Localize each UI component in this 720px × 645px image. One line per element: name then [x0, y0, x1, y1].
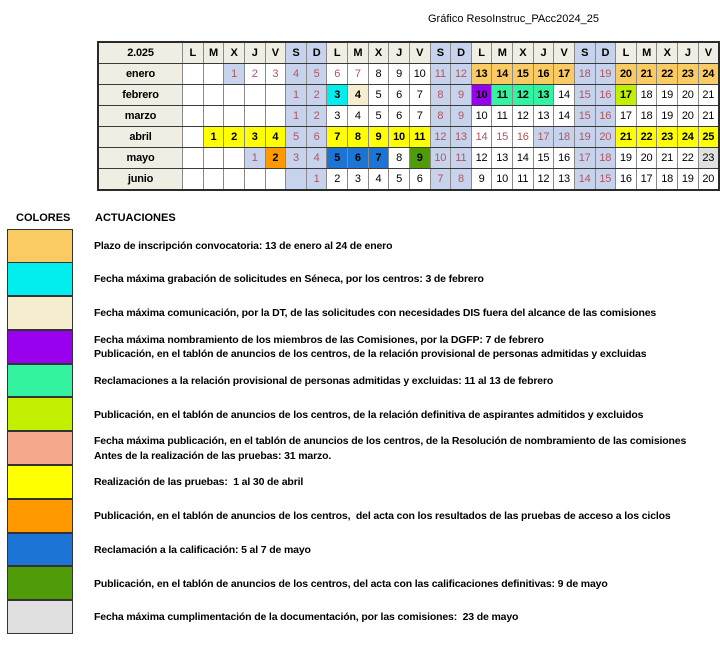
legend-row [7, 364, 720, 398]
month-row [98, 106, 719, 127]
weekday-header: L [327, 42, 348, 64]
day-cell: 15 [492, 127, 513, 148]
day-cell: 17 [533, 127, 554, 148]
day-cell: 6 [389, 85, 410, 106]
day-cell: 9 [471, 169, 492, 191]
legend-color-swatch [7, 397, 73, 431]
day-cell: 3 [327, 106, 348, 127]
day-cell: 15 [574, 85, 595, 106]
legend-row [7, 263, 720, 297]
legend-actuaciones-header: ACTUACIONES [95, 212, 176, 224]
day-cell: 21 [698, 85, 719, 106]
day-cell: 7 [409, 85, 430, 106]
day-cell: 13 [492, 148, 513, 169]
legend-colores-header: COLORES [16, 212, 71, 224]
month-label: junio [98, 169, 183, 191]
day-cell: 23 [698, 148, 719, 169]
day-cell: 4 [368, 169, 389, 191]
day-cell: 17 [616, 85, 637, 106]
weekday-header-row [98, 42, 719, 64]
legend-color-swatch [7, 499, 73, 533]
day-cell: 11 [492, 85, 513, 106]
legend-text-line: Fecha máxima grabación de solicitudes en Séneca, por los centros: 3 de febrero [94, 273, 484, 286]
legend-color-swatch [7, 262, 73, 296]
month-row [98, 85, 719, 106]
day-cell: 24 [698, 64, 719, 85]
day-cell: 18 [636, 106, 657, 127]
legend-row [7, 499, 720, 533]
legend-color-swatch [7, 566, 73, 600]
day-cell: 12 [451, 64, 472, 85]
legend-text-line: Fecha máxima nombramiento de los miembros de las Comisiones, por la DGFP: 7 de febrero [94, 333, 544, 346]
day-cell: 8 [451, 169, 472, 191]
legend-text [94, 272, 484, 287]
day-cell: 16 [533, 64, 554, 85]
day-cell [183, 127, 204, 148]
day-cell: 21 [698, 106, 719, 127]
day-cell: 5 [368, 106, 389, 127]
day-cell: 21 [616, 127, 637, 148]
day-cell [183, 148, 204, 169]
day-cell: 20 [698, 169, 719, 191]
month-row [98, 169, 719, 191]
legend-text [94, 306, 656, 321]
day-cell: 8 [430, 106, 451, 127]
day-cell: 16 [595, 106, 616, 127]
legend-text [94, 610, 518, 625]
day-cell: 11 [409, 127, 430, 148]
weekday-header: V [265, 42, 286, 64]
legend-text [94, 509, 671, 524]
day-cell [244, 106, 265, 127]
day-cell: 18 [657, 169, 678, 191]
legend-row [7, 330, 720, 364]
day-cell [224, 85, 245, 106]
day-cell: 15 [533, 148, 554, 169]
legend-text [94, 333, 646, 362]
weekday-header: M [203, 42, 224, 64]
legend-row [7, 398, 720, 432]
day-cell [183, 85, 204, 106]
day-cell: 2 [306, 85, 327, 106]
month-row [98, 127, 719, 148]
day-cell: 20 [636, 148, 657, 169]
day-cell [224, 169, 245, 191]
day-cell: 19 [595, 64, 616, 85]
day-cell [203, 106, 224, 127]
day-cell [183, 169, 204, 191]
legend-text [94, 408, 643, 423]
day-cell: 20 [678, 85, 699, 106]
weekday-header: D [451, 42, 472, 64]
day-cell: 24 [678, 127, 699, 148]
day-cell: 5 [368, 85, 389, 106]
day-cell: 21 [636, 64, 657, 85]
day-cell: 11 [513, 169, 534, 191]
day-cell: 5 [306, 64, 327, 85]
month-label: mayo [98, 148, 183, 169]
legend-text [94, 374, 553, 389]
day-cell: 13 [471, 64, 492, 85]
day-cell: 10 [409, 64, 430, 85]
day-cell: 12 [533, 169, 554, 191]
day-cell: 22 [678, 148, 699, 169]
day-cell: 10 [492, 169, 513, 191]
legend-text-line: Publicación, en el tablón de anuncios de los centros, del acta con los resultados de las pruebas de acceso a los ciclos [94, 510, 671, 523]
legend-text-line: Publicación, en el tablón de anuncios de los centros, de la relación provisional de personas admitidas y excluidas [94, 348, 647, 361]
day-cell: 23 [678, 64, 699, 85]
day-cell: 7 [409, 106, 430, 127]
day-cell: 1 [224, 64, 245, 85]
weekday-header: D [595, 42, 616, 64]
day-cell: 17 [636, 169, 657, 191]
day-cell: 11 [430, 64, 451, 85]
day-cell: 18 [636, 85, 657, 106]
day-cell: 12 [430, 127, 451, 148]
day-cell: 16 [595, 85, 616, 106]
day-cell [265, 106, 286, 127]
day-cell: 14 [492, 64, 513, 85]
day-cell: 17 [616, 106, 637, 127]
legend-row [7, 567, 720, 601]
legend-color-swatch [7, 296, 73, 330]
day-cell: 9 [451, 85, 472, 106]
day-cell: 7 [327, 127, 348, 148]
month-row [98, 64, 719, 85]
day-cell [224, 106, 245, 127]
day-cell [203, 85, 224, 106]
day-cell: 2 [244, 64, 265, 85]
legend-text [94, 475, 303, 490]
chart-title: Gráfico ResoInstruc_PAcc2024_25 [428, 13, 599, 25]
legend-color-swatch [7, 229, 73, 263]
day-cell: 4 [265, 127, 286, 148]
day-cell: 3 [348, 169, 369, 191]
legend-text-line: Fecha máxima publicación, en el tablón de anuncios de los centros, de la Resolución de nombramiento de las comisiones [94, 435, 687, 448]
day-cell: 19 [657, 106, 678, 127]
day-cell [265, 85, 286, 106]
day-cell: 13 [533, 85, 554, 106]
day-cell: 7 [368, 148, 389, 169]
day-cell: 6 [409, 169, 430, 191]
day-cell: 6 [306, 127, 327, 148]
legend-color-swatch [7, 465, 73, 499]
day-cell: 6 [327, 64, 348, 85]
legend-text-line: Publicación, en el tablón de anuncios de los centros, de la relación definitiva de aspirantes admitidos y excluidos [94, 408, 644, 421]
day-cell: 3 [327, 85, 348, 106]
day-cell: 22 [636, 127, 657, 148]
legend-text-line: Plazo de inscripción convocatoria: 13 de enero al 24 de enero [94, 239, 393, 252]
weekday-header: M [348, 42, 369, 64]
legend-row [7, 229, 720, 263]
day-cell: 7 [348, 64, 369, 85]
day-cell: 14 [574, 169, 595, 191]
legend-color-swatch [7, 533, 73, 567]
day-cell: 5 [286, 127, 307, 148]
day-cell: 6 [348, 148, 369, 169]
weekday-header: J [678, 42, 699, 64]
weekday-header: V [409, 42, 430, 64]
day-cell: 3 [286, 148, 307, 169]
weekday-header: X [657, 42, 678, 64]
day-cell: 8 [348, 127, 369, 148]
month-row [98, 148, 719, 169]
day-cell: 11 [451, 148, 472, 169]
day-cell: 18 [554, 127, 575, 148]
day-cell: 10 [471, 85, 492, 106]
legend-color-swatch [7, 431, 73, 465]
day-cell [244, 169, 265, 191]
day-cell: 17 [554, 64, 575, 85]
legend-color-swatch [7, 330, 73, 364]
day-cell: 4 [348, 85, 369, 106]
weekday-header: M [636, 42, 657, 64]
day-cell: 10 [430, 148, 451, 169]
day-cell: 6 [389, 106, 410, 127]
day-cell [244, 85, 265, 106]
day-cell: 15 [513, 64, 534, 85]
day-cell: 13 [554, 169, 575, 191]
day-cell: 19 [616, 148, 637, 169]
weekday-header: M [492, 42, 513, 64]
day-cell: 16 [513, 127, 534, 148]
legend-row [7, 297, 720, 331]
legend-text [94, 434, 686, 463]
weekday-header: X [368, 42, 389, 64]
month-label: abril [98, 127, 183, 148]
month-label: febrero [98, 85, 183, 106]
day-cell: 23 [657, 127, 678, 148]
day-cell: 1 [286, 106, 307, 127]
day-cell [203, 148, 224, 169]
day-cell: 9 [368, 127, 389, 148]
day-cell: 12 [471, 148, 492, 169]
day-cell: 19 [657, 85, 678, 106]
day-cell: 11 [492, 106, 513, 127]
legend-text [94, 239, 392, 254]
legend-row [7, 533, 720, 567]
day-cell: 20 [595, 127, 616, 148]
legend-text [94, 577, 608, 592]
day-cell: 18 [595, 148, 616, 169]
day-cell: 1 [306, 169, 327, 191]
day-cell: 9 [389, 64, 410, 85]
day-cell: 2 [306, 106, 327, 127]
legend-color-swatch [7, 600, 73, 634]
day-cell: 7 [430, 169, 451, 191]
legend-row [7, 432, 720, 466]
day-cell: 19 [574, 127, 595, 148]
legend [7, 229, 720, 635]
day-cell [224, 148, 245, 169]
weekday-header: L [616, 42, 637, 64]
day-cell: 8 [368, 64, 389, 85]
day-cell: 10 [471, 106, 492, 127]
weekday-header: S [574, 42, 595, 64]
day-cell: 12 [513, 85, 534, 106]
day-cell: 25 [698, 127, 719, 148]
day-cell: 15 [574, 106, 595, 127]
legend-text-line: Antes de la realización de las pruebas: 31 marzo. [94, 449, 332, 462]
day-cell: 13 [533, 106, 554, 127]
weekday-header: V [698, 42, 719, 64]
day-cell: 4 [286, 64, 307, 85]
legend-text-line: Reclamación a la calificación: 5 al 7 de mayo [94, 543, 311, 556]
day-cell: 5 [389, 169, 410, 191]
day-cell: 13 [451, 127, 472, 148]
weekday-header: L [471, 42, 492, 64]
day-cell: 14 [471, 127, 492, 148]
day-cell: 2 [265, 148, 286, 169]
day-cell: 17 [574, 148, 595, 169]
legend-row [7, 601, 720, 635]
day-cell: 1 [286, 85, 307, 106]
day-cell: 9 [409, 148, 430, 169]
day-cell: 4 [306, 148, 327, 169]
legend-text-line: Realización de las pruebas: 1 al 30 de abril [94, 476, 304, 489]
day-cell [265, 169, 286, 191]
day-cell: 19 [678, 169, 699, 191]
weekday-header: V [554, 42, 575, 64]
day-cell: 16 [554, 148, 575, 169]
weekday-header: X [224, 42, 245, 64]
weekday-header: J [244, 42, 265, 64]
day-cell: 3 [265, 64, 286, 85]
month-label: marzo [98, 106, 183, 127]
day-cell: 1 [244, 148, 265, 169]
day-cell: 18 [574, 64, 595, 85]
day-cell: 16 [616, 169, 637, 191]
day-cell: 8 [389, 148, 410, 169]
day-cell [203, 64, 224, 85]
weekday-header: S [286, 42, 307, 64]
day-cell: 3 [244, 127, 265, 148]
month-label: enero [98, 64, 183, 85]
day-cell [203, 169, 224, 191]
legend-row [7, 466, 720, 500]
weekday-header: J [533, 42, 554, 64]
day-cell: 8 [430, 85, 451, 106]
day-cell: 10 [389, 127, 410, 148]
day-cell: 9 [451, 106, 472, 127]
day-cell: 14 [513, 148, 534, 169]
day-cell [183, 64, 204, 85]
day-cell [286, 169, 307, 191]
day-cell: 2 [224, 127, 245, 148]
day-cell: 20 [616, 64, 637, 85]
day-cell: 15 [595, 169, 616, 191]
weekday-header: L [183, 42, 204, 64]
day-cell: 14 [554, 106, 575, 127]
legend-text-line: Fecha máxima comunicación, por la DT, de las solicitudes con necesidades DIS fuera del alcance de las comisiones [94, 307, 657, 320]
weekday-header: D [306, 42, 327, 64]
day-cell [183, 106, 204, 127]
day-cell: 2 [327, 169, 348, 191]
day-cell: 21 [657, 148, 678, 169]
weekday-header: X [513, 42, 534, 64]
calendar-table [97, 41, 720, 191]
weekday-header: S [430, 42, 451, 64]
legend-color-swatch [7, 364, 73, 398]
day-cell: 4 [348, 106, 369, 127]
day-cell: 14 [554, 85, 575, 106]
day-cell: 22 [657, 64, 678, 85]
day-cell: 1 [203, 127, 224, 148]
day-cell: 20 [678, 106, 699, 127]
day-cell: 12 [513, 106, 534, 127]
legend-text-line: Fecha máxima cumplimentación de la documentación, por las comisiones: 23 de mayo [94, 611, 519, 624]
weekday-header: J [389, 42, 410, 64]
legend-text [94, 543, 311, 558]
legend-text-line: Publicación, en el tablón de anuncios de los centros, del acta con las calificaciones definitivas: 9 de mayo [94, 577, 608, 590]
year-label: 2.025 [98, 42, 183, 64]
day-cell: 5 [327, 148, 348, 169]
legend-text-line: Reclamaciones a la relación provisional de personas admitidas y excluidas: 11 al 13 de febrero [94, 374, 554, 387]
